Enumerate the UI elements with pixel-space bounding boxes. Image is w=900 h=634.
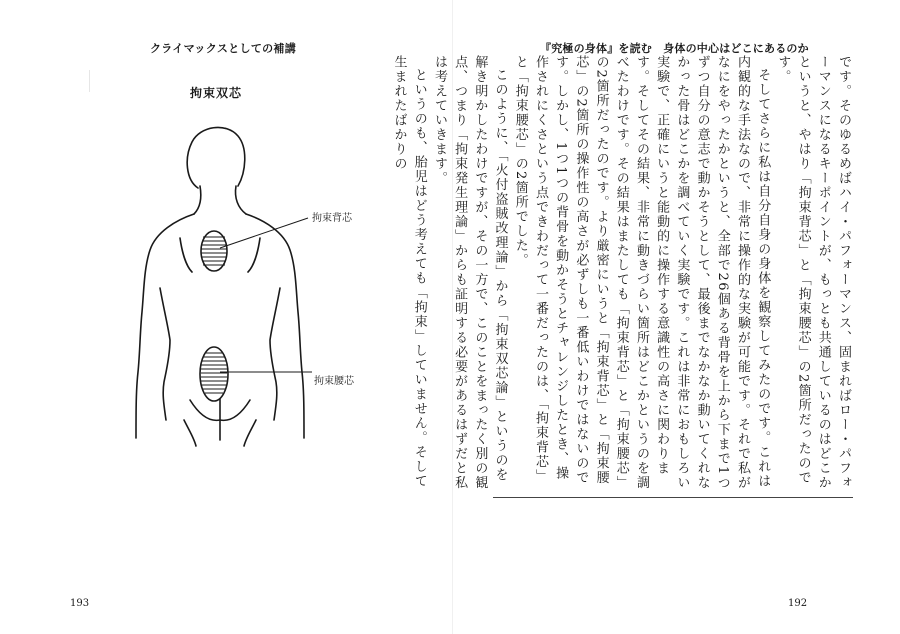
back-right-line (270, 288, 280, 420)
page-number-left: 193 (70, 598, 90, 609)
label-upper-core: 拘束背芯 (312, 213, 352, 224)
page-number-right: 192 (788, 598, 808, 609)
footer-rule (493, 497, 853, 498)
torso-right-outline (246, 214, 304, 438)
torso-left-outline (136, 214, 194, 438)
label-lower-core: 拘束腰芯 (314, 376, 354, 387)
paragraph-2: そしてさらに私は自分自身の身体を観察してみたのです。これは内観的な手法なので、非常に操作的な実験が可能です。それで私がなにをやったかというと、全部で26個ある背骨を上から下まで1つずつ自分の意志で動かそうとして、最後までなかなか動いてくれなかった骨はどこかを調べていく実験です。これは非常におもしろい実験で、正確にいうと能動的に操作する意識性の高さに関わります。そしてその結果、非常に動きづらい箇所はどこかというのを調べたわけです。その結果はまたしても「拘束背芯」と「拘束腰芯」の2箇所だったのです。より厳密にいうと「拘束背芯」と「拘束腰芯」の2箇所の操作性の高さが必ずしも一番低いわけではないのです。しかし、1つ1つの背骨を動かそうとチャレンジしたとき、操作されにくさという点できわだって一番だったのは、「拘束背芯」と「拘束腰芯」の2箇所でした。 (512, 55, 771, 491)
paragraph-1: です。そのゆるめばハイ・パフォーマンス、固まればロー・パフォーマンスになるキーポイントが、もっとも共通しているのはどこかというと、やはり「拘束背芯」と「拘束腰芯」の2箇所だったのです。 (775, 55, 851, 490)
hip-left (184, 420, 196, 446)
scapula-right (248, 238, 260, 272)
paragraph-3: このように、「火付盗賊改理論」から「拘束双芯論」というのを解き明かしたわけですが、その一方で、このことをまったく別の観点、つまり「拘束発生理論」からも証明する必要があるはずだと私は考えていきます。 (431, 55, 508, 490)
paragraph-4: というのも、胎児はどう考えても「拘束」していません。そして生まれたばかりの (391, 55, 427, 489)
back-left-line (160, 288, 170, 420)
back-anatomy-figure (120, 120, 400, 460)
upper-core-ellipse (201, 231, 227, 271)
scapula-left (180, 238, 192, 272)
hip-right (244, 420, 256, 446)
scan-mark (89, 70, 90, 92)
running-head-right: 『究極の身体』を読む 身体の中心はどこにあるのか (540, 42, 809, 55)
neck-right (235, 186, 246, 214)
lower-core-ellipse (200, 347, 228, 401)
neck-left (194, 186, 201, 214)
vertical-body-text (391, 55, 853, 495)
figure-title: 拘束双芯 (190, 86, 243, 100)
head-outline (187, 127, 245, 188)
running-head-left: クライマックスとしての補講 (150, 42, 297, 55)
